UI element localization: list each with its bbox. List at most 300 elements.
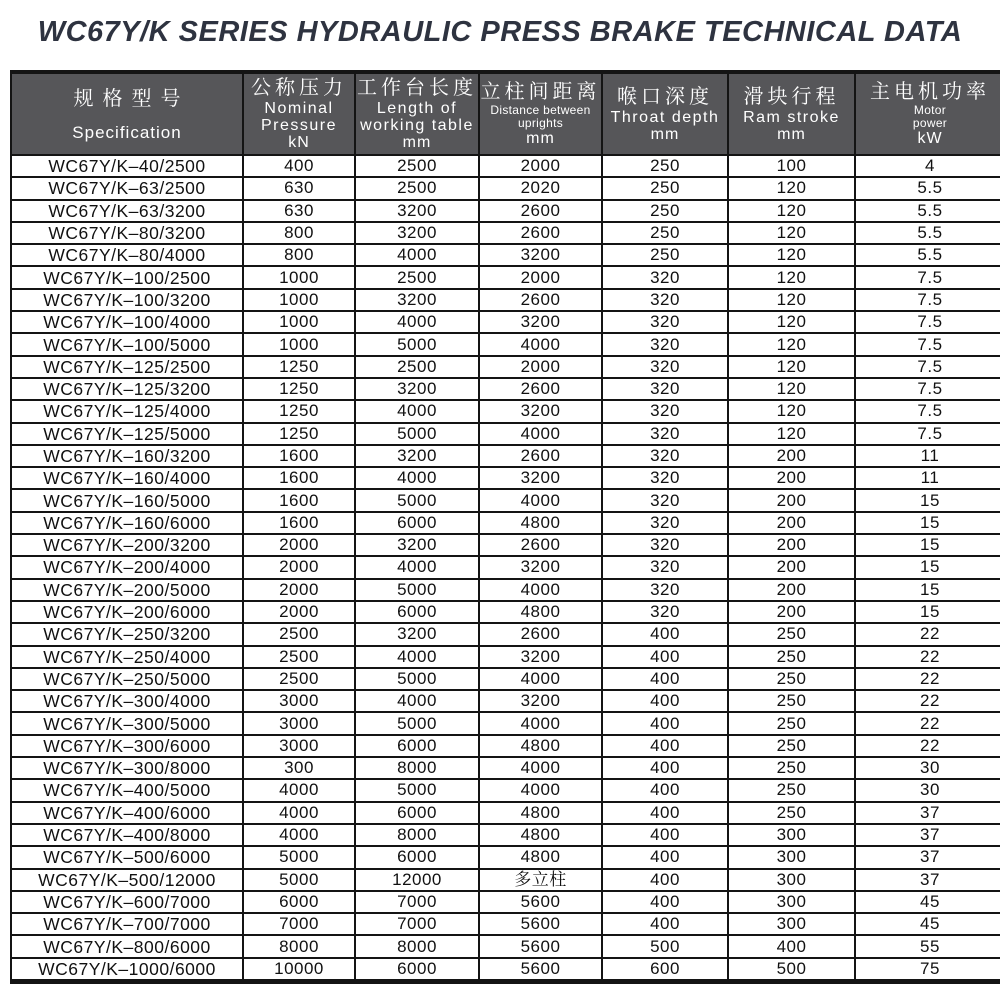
cell-spec: WC67Y/K–700/7000: [11, 913, 243, 935]
cell-distance: 4000: [479, 489, 602, 511]
cell-pressure: 2500: [243, 623, 355, 645]
cell-power: 7.5: [855, 400, 1000, 422]
cell-throat: 320: [602, 489, 728, 511]
cell-power: 45: [855, 891, 1000, 913]
cell-power: 37: [855, 869, 1000, 891]
cell-distance: 2600: [479, 289, 602, 311]
cell-throat: 320: [602, 289, 728, 311]
cell-spec: WC67Y/K–63/2500: [11, 177, 243, 199]
cell-stroke: 250: [728, 712, 855, 734]
cell-power: 7.5: [855, 333, 1000, 355]
cell-distance: 4000: [479, 712, 602, 734]
cell-power: 7.5: [855, 378, 1000, 400]
cell-stroke: 250: [728, 779, 855, 801]
table-row: [11, 333, 1000, 355]
table-row: [11, 824, 1000, 846]
cell-throat: 320: [602, 311, 728, 333]
column-header-en: Nominal Pressure: [260, 100, 338, 134]
cell-stroke: 120: [728, 333, 855, 355]
table-row: [11, 467, 1000, 489]
cell-pressure: 2500: [243, 668, 355, 690]
column-header-cn: 喉口深度: [617, 85, 713, 108]
cell-stroke: 300: [728, 891, 855, 913]
cell-power: 22: [855, 735, 1000, 757]
cell-spec: WC67Y/K–1000/6000: [11, 958, 243, 982]
cell-spec: WC67Y/K–80/3200: [11, 222, 243, 244]
table-row: [11, 155, 1000, 177]
cell-pressure: 3000: [243, 712, 355, 734]
table-row: [11, 690, 1000, 712]
cell-throat: 400: [602, 846, 728, 868]
table-row: [11, 378, 1000, 400]
table-row: [11, 534, 1000, 556]
cell-throat: 400: [602, 690, 728, 712]
table-row: [11, 623, 1000, 645]
cell-distance: 3200: [479, 556, 602, 578]
cell-spec: WC67Y/K–63/3200: [11, 200, 243, 222]
cell-pressure: 1600: [243, 512, 355, 534]
page-title: WC67Y/K SERIES HYDRAULIC PRESS BRAKE TECHNICAL DATA: [37, 16, 963, 48]
cell-distance: 4000: [479, 579, 602, 601]
column-header-spec: [11, 72, 243, 155]
column-header-cn: 滑块行程: [743, 85, 840, 108]
cell-throat: 400: [602, 891, 728, 913]
cell-power: 22: [855, 690, 1000, 712]
cell-power: 11: [855, 445, 1000, 467]
cell-length: 7000: [355, 891, 479, 913]
cell-spec: WC67Y/K–100/3200: [11, 289, 243, 311]
cell-pressure: 1250: [243, 378, 355, 400]
cell-pressure: 2000: [243, 601, 355, 623]
column-header-power: [855, 72, 1000, 155]
cell-distance: 4800: [479, 802, 602, 824]
cell-power: 5.5: [855, 244, 1000, 266]
cell-throat: 320: [602, 512, 728, 534]
cell-distance: 4000: [479, 333, 602, 355]
cell-throat: 400: [602, 712, 728, 734]
cell-length: 2500: [355, 266, 479, 288]
cell-distance: 2600: [479, 534, 602, 556]
cell-power: 30: [855, 757, 1000, 779]
cell-distance: 5600: [479, 935, 602, 957]
cell-throat: 320: [602, 378, 728, 400]
cell-stroke: 200: [728, 445, 855, 467]
cell-spec: WC67Y/K–250/5000: [11, 668, 243, 690]
cell-spec: WC67Y/K–300/8000: [11, 757, 243, 779]
cell-distance: 3200: [479, 311, 602, 333]
cell-distance: 4800: [479, 601, 602, 623]
column-header-cn: 主电机功率: [870, 81, 990, 103]
cell-throat: 250: [602, 177, 728, 199]
cell-distance: 2600: [479, 623, 602, 645]
cell-distance: 4800: [479, 512, 602, 534]
cell-stroke: 300: [728, 824, 855, 846]
column-header-stroke: [728, 72, 855, 155]
cell-length: 3200: [355, 445, 479, 467]
cell-power: 11: [855, 467, 1000, 489]
cell-throat: 400: [602, 735, 728, 757]
cell-pressure: 800: [243, 222, 355, 244]
cell-stroke: 200: [728, 579, 855, 601]
column-header-en: Ram stroke: [743, 108, 840, 126]
table-row: [11, 423, 1000, 445]
cell-length: 3200: [355, 289, 479, 311]
cell-length: 4000: [355, 556, 479, 578]
cell-distance: 2600: [479, 200, 602, 222]
cell-distance: 4800: [479, 846, 602, 868]
column-header-cn: 工作台长度: [357, 77, 477, 99]
cell-spec: WC67Y/K–300/4000: [11, 690, 243, 712]
cell-spec: WC67Y/K–250/4000: [11, 646, 243, 668]
table-row: [11, 512, 1000, 534]
table-body: [11, 155, 1000, 981]
table-row: [11, 735, 1000, 757]
cell-throat: 400: [602, 824, 728, 846]
cell-spec: WC67Y/K–300/5000: [11, 712, 243, 734]
cell-length: 8000: [355, 824, 479, 846]
cell-length: 12000: [355, 869, 479, 891]
cell-pressure: 1250: [243, 400, 355, 422]
cell-stroke: 120: [728, 378, 855, 400]
table-row: [11, 869, 1000, 891]
cell-throat: 320: [602, 333, 728, 355]
cell-stroke: 250: [728, 623, 855, 645]
table-row: [11, 935, 1000, 957]
cell-spec: WC67Y/K–300/6000: [11, 735, 243, 757]
table-row: [11, 222, 1000, 244]
cell-power: 7.5: [855, 356, 1000, 378]
cell-length: 7000: [355, 913, 479, 935]
column-header-en: Distance between uprights: [490, 103, 591, 130]
column-header-throat: [602, 72, 728, 155]
cell-stroke: 200: [728, 489, 855, 511]
cell-stroke: 120: [728, 400, 855, 422]
cell-pressure: 3000: [243, 690, 355, 712]
cell-length: 3200: [355, 222, 479, 244]
cell-throat: 400: [602, 802, 728, 824]
cell-spec: WC67Y/K–400/6000: [11, 802, 243, 824]
cell-distance: 4000: [479, 423, 602, 445]
cell-throat: 400: [602, 668, 728, 690]
cell-pressure: 10000: [243, 958, 355, 982]
column-header-cn: 规格型号: [73, 88, 190, 110]
cell-throat: 320: [602, 356, 728, 378]
column-header-cn: 公称压力: [251, 77, 347, 99]
cell-throat: 250: [602, 244, 728, 266]
cell-power: 5.5: [855, 177, 1000, 199]
table-row: [11, 266, 1000, 288]
cell-throat: 400: [602, 623, 728, 645]
table-row: [11, 177, 1000, 199]
cell-distance: 2600: [479, 445, 602, 467]
cell-distance: 多立柱: [479, 869, 602, 891]
cell-power: 45: [855, 913, 1000, 935]
cell-spec: WC67Y/K–40/2500: [11, 155, 243, 177]
cell-throat: 400: [602, 869, 728, 891]
cell-pressure: 1600: [243, 489, 355, 511]
cell-throat: 320: [602, 579, 728, 601]
cell-length: 5000: [355, 579, 479, 601]
cell-stroke: 120: [728, 311, 855, 333]
cell-power: 15: [855, 512, 1000, 534]
cell-power: 15: [855, 579, 1000, 601]
cell-power: 5.5: [855, 200, 1000, 222]
cell-length: 4000: [355, 690, 479, 712]
cell-power: 4: [855, 155, 1000, 177]
cell-stroke: 200: [728, 467, 855, 489]
cell-length: 6000: [355, 735, 479, 757]
column-header-en: Motor power: [912, 103, 948, 130]
cell-stroke: 500: [728, 958, 855, 982]
cell-stroke: 200: [728, 601, 855, 623]
cell-distance: 2600: [479, 222, 602, 244]
cell-stroke: 200: [728, 512, 855, 534]
table-row: [11, 289, 1000, 311]
cell-power: 22: [855, 668, 1000, 690]
cell-stroke: 100: [728, 155, 855, 177]
cell-distance: 3200: [479, 646, 602, 668]
cell-pressure: 6000: [243, 891, 355, 913]
cell-length: 6000: [355, 958, 479, 982]
cell-throat: 250: [602, 155, 728, 177]
cell-power: 75: [855, 958, 1000, 982]
cell-spec: WC67Y/K–160/4000: [11, 467, 243, 489]
cell-pressure: 1000: [243, 266, 355, 288]
table-row: [11, 668, 1000, 690]
cell-pressure: 1000: [243, 333, 355, 355]
cell-length: 6000: [355, 601, 479, 623]
table-row: [11, 712, 1000, 734]
cell-throat: 320: [602, 601, 728, 623]
cell-power: 55: [855, 935, 1000, 957]
cell-throat: 400: [602, 779, 728, 801]
cell-length: 6000: [355, 802, 479, 824]
cell-length: 5000: [355, 423, 479, 445]
cell-length: 8000: [355, 935, 479, 957]
cell-spec: WC67Y/K–125/3200: [11, 378, 243, 400]
table-row: [11, 646, 1000, 668]
cell-distance: 2020: [479, 177, 602, 199]
cell-power: 37: [855, 846, 1000, 868]
header-row: [11, 72, 1000, 155]
cell-spec: WC67Y/K–100/5000: [11, 333, 243, 355]
cell-distance: 3200: [479, 467, 602, 489]
column-header-unit: mm: [650, 125, 680, 143]
cell-length: 2500: [355, 177, 479, 199]
cell-length: 3200: [355, 200, 479, 222]
cell-distance: 2600: [479, 378, 602, 400]
cell-stroke: 120: [728, 244, 855, 266]
table-row: [11, 445, 1000, 467]
cell-pressure: 4000: [243, 779, 355, 801]
cell-spec: WC67Y/K–800/6000: [11, 935, 243, 957]
cell-pressure: 4000: [243, 802, 355, 824]
cell-distance: 3200: [479, 244, 602, 266]
cell-length: 6000: [355, 512, 479, 534]
cell-length: 2500: [355, 155, 479, 177]
cell-power: 30: [855, 779, 1000, 801]
cell-pressure: 400: [243, 155, 355, 177]
cell-distance: 5600: [479, 913, 602, 935]
cell-pressure: 630: [243, 200, 355, 222]
table-row: [11, 779, 1000, 801]
cell-pressure: 630: [243, 177, 355, 199]
cell-distance: 4800: [479, 824, 602, 846]
cell-spec: WC67Y/K–250/3200: [11, 623, 243, 645]
cell-distance: 2000: [479, 356, 602, 378]
table-row: [11, 579, 1000, 601]
cell-stroke: 250: [728, 735, 855, 757]
cell-length: 8000: [355, 757, 479, 779]
cell-stroke: 250: [728, 690, 855, 712]
cell-stroke: 250: [728, 668, 855, 690]
cell-power: 15: [855, 601, 1000, 623]
cell-spec: WC67Y/K–100/2500: [11, 266, 243, 288]
cell-length: 4000: [355, 467, 479, 489]
table-row: [11, 244, 1000, 266]
cell-length: 4000: [355, 244, 479, 266]
cell-throat: 320: [602, 266, 728, 288]
cell-length: 5000: [355, 489, 479, 511]
cell-length: 4000: [355, 400, 479, 422]
cell-power: 7.5: [855, 423, 1000, 445]
column-header-en: Specification: [72, 123, 182, 142]
cell-throat: 320: [602, 400, 728, 422]
table-row: [11, 757, 1000, 779]
cell-spec: WC67Y/K–125/2500: [11, 356, 243, 378]
cell-pressure: 800: [243, 244, 355, 266]
table-row: [11, 601, 1000, 623]
cell-spec: WC67Y/K–400/5000: [11, 779, 243, 801]
cell-stroke: 120: [728, 200, 855, 222]
cell-pressure: 2500: [243, 646, 355, 668]
cell-spec: WC67Y/K–600/7000: [11, 891, 243, 913]
cell-spec: WC67Y/K–500/6000: [11, 846, 243, 868]
cell-pressure: 4000: [243, 824, 355, 846]
cell-stroke: 120: [728, 423, 855, 445]
cell-power: 37: [855, 802, 1000, 824]
table-row: [11, 311, 1000, 333]
table-row: [11, 958, 1000, 982]
cell-pressure: 5000: [243, 869, 355, 891]
cell-distance: 3200: [479, 690, 602, 712]
column-header-en: Length of working table: [360, 100, 474, 134]
cell-distance: 4800: [479, 735, 602, 757]
column-header-pressure: [243, 72, 355, 155]
cell-power: 7.5: [855, 266, 1000, 288]
cell-throat: 600: [602, 958, 728, 982]
cell-length: 4000: [355, 646, 479, 668]
cell-length: 3200: [355, 623, 479, 645]
column-header-distance: [479, 72, 602, 155]
cell-distance: 2000: [479, 266, 602, 288]
cell-throat: 320: [602, 445, 728, 467]
cell-pressure: 300: [243, 757, 355, 779]
cell-distance: 4000: [479, 668, 602, 690]
cell-stroke: 300: [728, 913, 855, 935]
cell-pressure: 2000: [243, 579, 355, 601]
cell-distance: 4000: [479, 757, 602, 779]
cell-power: 15: [855, 556, 1000, 578]
cell-spec: WC67Y/K–200/4000: [11, 556, 243, 578]
column-header-unit: mm: [402, 134, 432, 151]
cell-throat: 500: [602, 935, 728, 957]
table-row: [11, 846, 1000, 868]
cell-length: 5000: [355, 668, 479, 690]
cell-throat: 400: [602, 913, 728, 935]
cell-pressure: 1000: [243, 289, 355, 311]
cell-throat: 400: [602, 757, 728, 779]
column-header-unit: mm: [777, 125, 806, 143]
cell-pressure: 5000: [243, 846, 355, 868]
cell-throat: 320: [602, 467, 728, 489]
cell-distance: 4000: [479, 779, 602, 801]
cell-throat: 320: [602, 534, 728, 556]
cell-throat: 320: [602, 556, 728, 578]
cell-length: 6000: [355, 846, 479, 868]
cell-stroke: 250: [728, 757, 855, 779]
cell-throat: 400: [602, 646, 728, 668]
table-row: [11, 400, 1000, 422]
cell-length: 5000: [355, 779, 479, 801]
cell-spec: WC67Y/K–100/4000: [11, 311, 243, 333]
cell-distance: 3200: [479, 400, 602, 422]
cell-spec: WC67Y/K–160/5000: [11, 489, 243, 511]
cell-power: 15: [855, 534, 1000, 556]
cell-power: 5.5: [855, 222, 1000, 244]
cell-stroke: 120: [728, 266, 855, 288]
table-row: [11, 200, 1000, 222]
cell-throat: 320: [602, 423, 728, 445]
table-row: [11, 913, 1000, 935]
cell-pressure: 7000: [243, 913, 355, 935]
table-row: [11, 891, 1000, 913]
cell-distance: 5600: [479, 958, 602, 982]
cell-length: 4000: [355, 311, 479, 333]
cell-spec: WC67Y/K–125/5000: [11, 423, 243, 445]
cell-power: 7.5: [855, 289, 1000, 311]
cell-length: 3200: [355, 378, 479, 400]
cell-spec: WC67Y/K–400/8000: [11, 824, 243, 846]
cell-stroke: 120: [728, 222, 855, 244]
table-row: [11, 489, 1000, 511]
cell-length: 3200: [355, 534, 479, 556]
cell-power: 15: [855, 489, 1000, 511]
cell-pressure: 1600: [243, 445, 355, 467]
cell-stroke: 120: [728, 177, 855, 199]
cell-length: 5000: [355, 712, 479, 734]
cell-distance: 5600: [479, 891, 602, 913]
cell-spec: WC67Y/K–160/6000: [11, 512, 243, 534]
column-header-unit: kW: [917, 130, 943, 147]
cell-stroke: 200: [728, 556, 855, 578]
column-header-unit: kN: [288, 134, 310, 151]
cell-length: 5000: [355, 333, 479, 355]
cell-power: 7.5: [855, 311, 1000, 333]
table-row: [11, 556, 1000, 578]
cell-throat: 250: [602, 222, 728, 244]
cell-spec: WC67Y/K–200/3200: [11, 534, 243, 556]
column-header-length: [355, 72, 479, 155]
cell-length: 2500: [355, 356, 479, 378]
cell-stroke: 300: [728, 869, 855, 891]
cell-pressure: 1250: [243, 423, 355, 445]
cell-pressure: 1000: [243, 311, 355, 333]
table-header: [11, 72, 1000, 155]
cell-spec: WC67Y/K–500/12000: [11, 869, 243, 891]
cell-stroke: 250: [728, 646, 855, 668]
cell-spec: WC67Y/K–80/4000: [11, 244, 243, 266]
